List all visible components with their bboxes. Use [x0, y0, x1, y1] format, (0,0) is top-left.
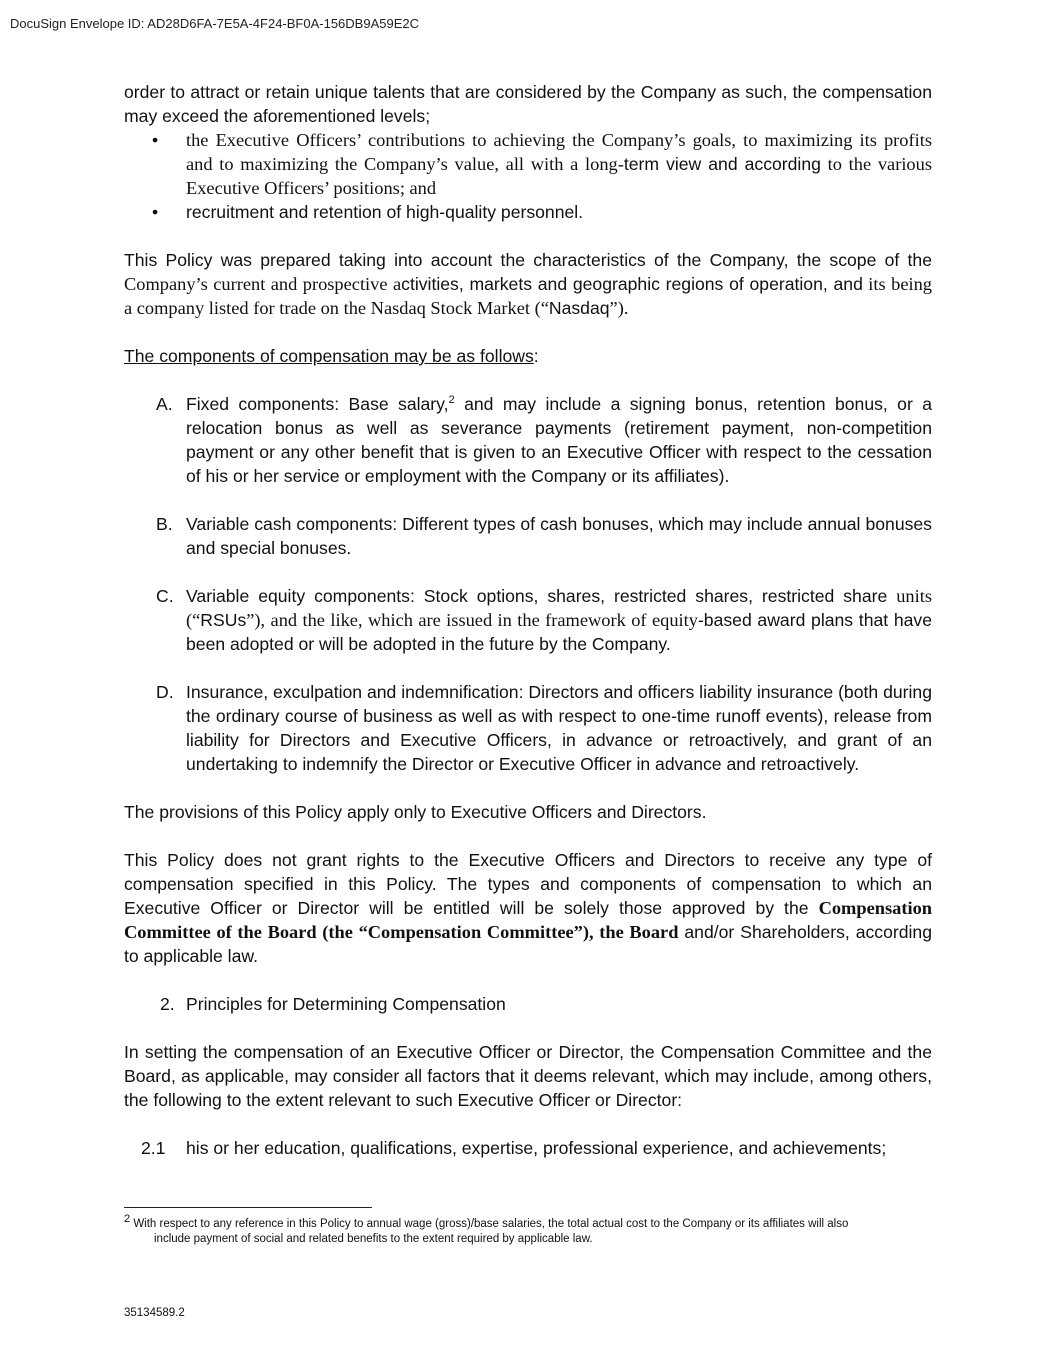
item-sans-b: RSUs — [200, 610, 247, 630]
item-text-a: Directors and officers liability insurance (both during the ordinary course of business as well as with respect to one-time runoff events), release from liability for Directors and Executive Officers, in advance or retroactively, and grant of an undertaking to indemnify the Director or Executive Officer in advance and retroactively. — [186, 682, 932, 774]
item-text-a: Stock options, shares, restricted shares, restricted share — [423, 586, 888, 606]
item-text-a: Different types of cash bonuses, which may include annual bonuses and special bonuses. — [186, 514, 932, 558]
component-item-b — [156, 512, 932, 560]
rights-bold-serif: Compensation Committee of the Board (the “Compensation Committee”), the Board — [124, 898, 932, 942]
policy-serif-a: Company’s current and prospective a — [124, 274, 402, 294]
provisions-paragraph: The provisions of this Policy apply only to Executive Officers and Directors. — [124, 802, 707, 822]
components-heading-text: The components of compensation may be as follows — [124, 346, 534, 366]
footnote-line-2: include payment of social and related benefits to the extent required by applicable law. — [154, 1233, 593, 1245]
bullet-item — [152, 128, 932, 200]
item-label: Variable equity components: — [186, 586, 424, 606]
rights-text-a: This Policy does not grant rights to the Executive Officers and Directors to receive any type of compensation specified in this Policy. The types and components of compensation to which an Executive Officer or Director will be entitled will be solely those approved by the — [124, 850, 932, 918]
footnote-divider — [124, 1207, 372, 1208]
bullet-dot-icon: • — [152, 202, 159, 222]
section-title: Principles for Determining Compensation — [186, 994, 506, 1014]
item-label: Variable cash components: — [186, 514, 403, 534]
item-serif-a: units (“ — [186, 586, 933, 630]
footnote-ref: 2 — [448, 394, 455, 407]
section-2-intro: In setting the compensation of an Executive Officer or Director, the Compensation Committee and the Board, as applicable, may consider all factors that it deems relevant, which may include, among others, the following to the extent relevant to such Executive Officer or Director: — [124, 1042, 932, 1110]
policy-serif-c: ”). — [609, 298, 629, 318]
bullet-text — [186, 128, 932, 200]
docusign-envelope-id: DocuSign Envelope ID: AD28D6FA-7E5A-4F24-BF0A-156DB9A59E2C — [10, 16, 419, 31]
policy-line-1: This Policy was prepared taking into account the characteristics of the Company, the scope of the — [124, 250, 932, 270]
policy-sans-b: Nasdaq — [548, 298, 610, 318]
bullet-text: recruitment and retention of high-quality personnel. — [186, 202, 584, 222]
section-2-heading — [160, 992, 932, 1016]
subsection-number: 2.1 — [141, 1138, 166, 1158]
footnote — [124, 1213, 914, 1247]
rights-paragraph — [124, 848, 932, 968]
item-text — [186, 680, 932, 776]
item-marker: C. — [156, 586, 174, 606]
item-text-a: Base salary, — [348, 394, 449, 414]
footnote-text-1: With respect to any reference in this Policy to annual wage (gross)/base salaries, the total actual cost to the Company or its affiliates will also — [130, 1218, 849, 1230]
item-label: Insurance, exculpation and indemnification: — [186, 682, 529, 702]
bullet-item — [152, 200, 932, 224]
bullet-dot-icon: • — [152, 130, 159, 150]
bullet-text-serif-tail: to the various Executive Officers’ positions; and — [186, 154, 932, 198]
bullet-text-serif: the Executive Officers’ contributions to achieving the Company’s goals, to maximizing its profits and to maximizing the Company’s value, all with a long- — [186, 130, 932, 174]
item-marker: A. — [156, 394, 173, 414]
item-text — [186, 584, 932, 656]
item-sans-c: -based award plans that have been adopted or will be adopted in the future by the Company. — [186, 610, 933, 654]
section-number: 2. — [160, 994, 175, 1014]
document-number: 35134589.2 — [124, 1307, 185, 1319]
components-heading — [124, 344, 932, 368]
item-serif-b: ”), and the like, which are issued in the framework of equity — [246, 610, 698, 630]
document-body — [124, 80, 932, 1160]
section-2-item-2-1 — [141, 1136, 932, 1160]
item-text — [186, 512, 932, 560]
policy-serif-b: its being a company listed for trade on the Nasdaq Stock Market (“ — [124, 274, 932, 318]
policy-paragraph — [124, 248, 932, 320]
component-item-d — [156, 680, 932, 776]
component-item-c — [156, 584, 933, 656]
item-label: Fixed components: — [186, 394, 349, 414]
item-text — [186, 392, 932, 488]
components-heading-colon: : — [533, 346, 539, 366]
policy-sans-a: ctivities, markets and geographic regions of operation, and — [401, 274, 863, 294]
item-marker: B. — [156, 514, 173, 534]
subsection-text: his or her education, qualifications, expertise, professional experience, and achievements; — [186, 1138, 887, 1158]
footnote-mark: 2 — [124, 1213, 131, 1226]
bullet-text-sans: term view and according — [623, 154, 821, 174]
item-marker: D. — [156, 682, 174, 702]
rights-text-b: and/or Shareholders, according to applicable law. — [124, 922, 932, 966]
component-item-a — [156, 392, 932, 488]
footnote-line-1 — [124, 1213, 914, 1232]
continuation-text: order to attract or retain unique talents that are considered by the Company as such, the compensation may exceed the aforementioned levels; — [124, 82, 932, 126]
item-text-b: and may include a signing bonus, retention bonus, or a relocation bonus as well as severance payments (retirement payment, non-competition payment or any other benefit that is given to an Executive Officer with respect to the cessation of his or her service or employment with the Company or its affiliates). — [186, 394, 932, 486]
